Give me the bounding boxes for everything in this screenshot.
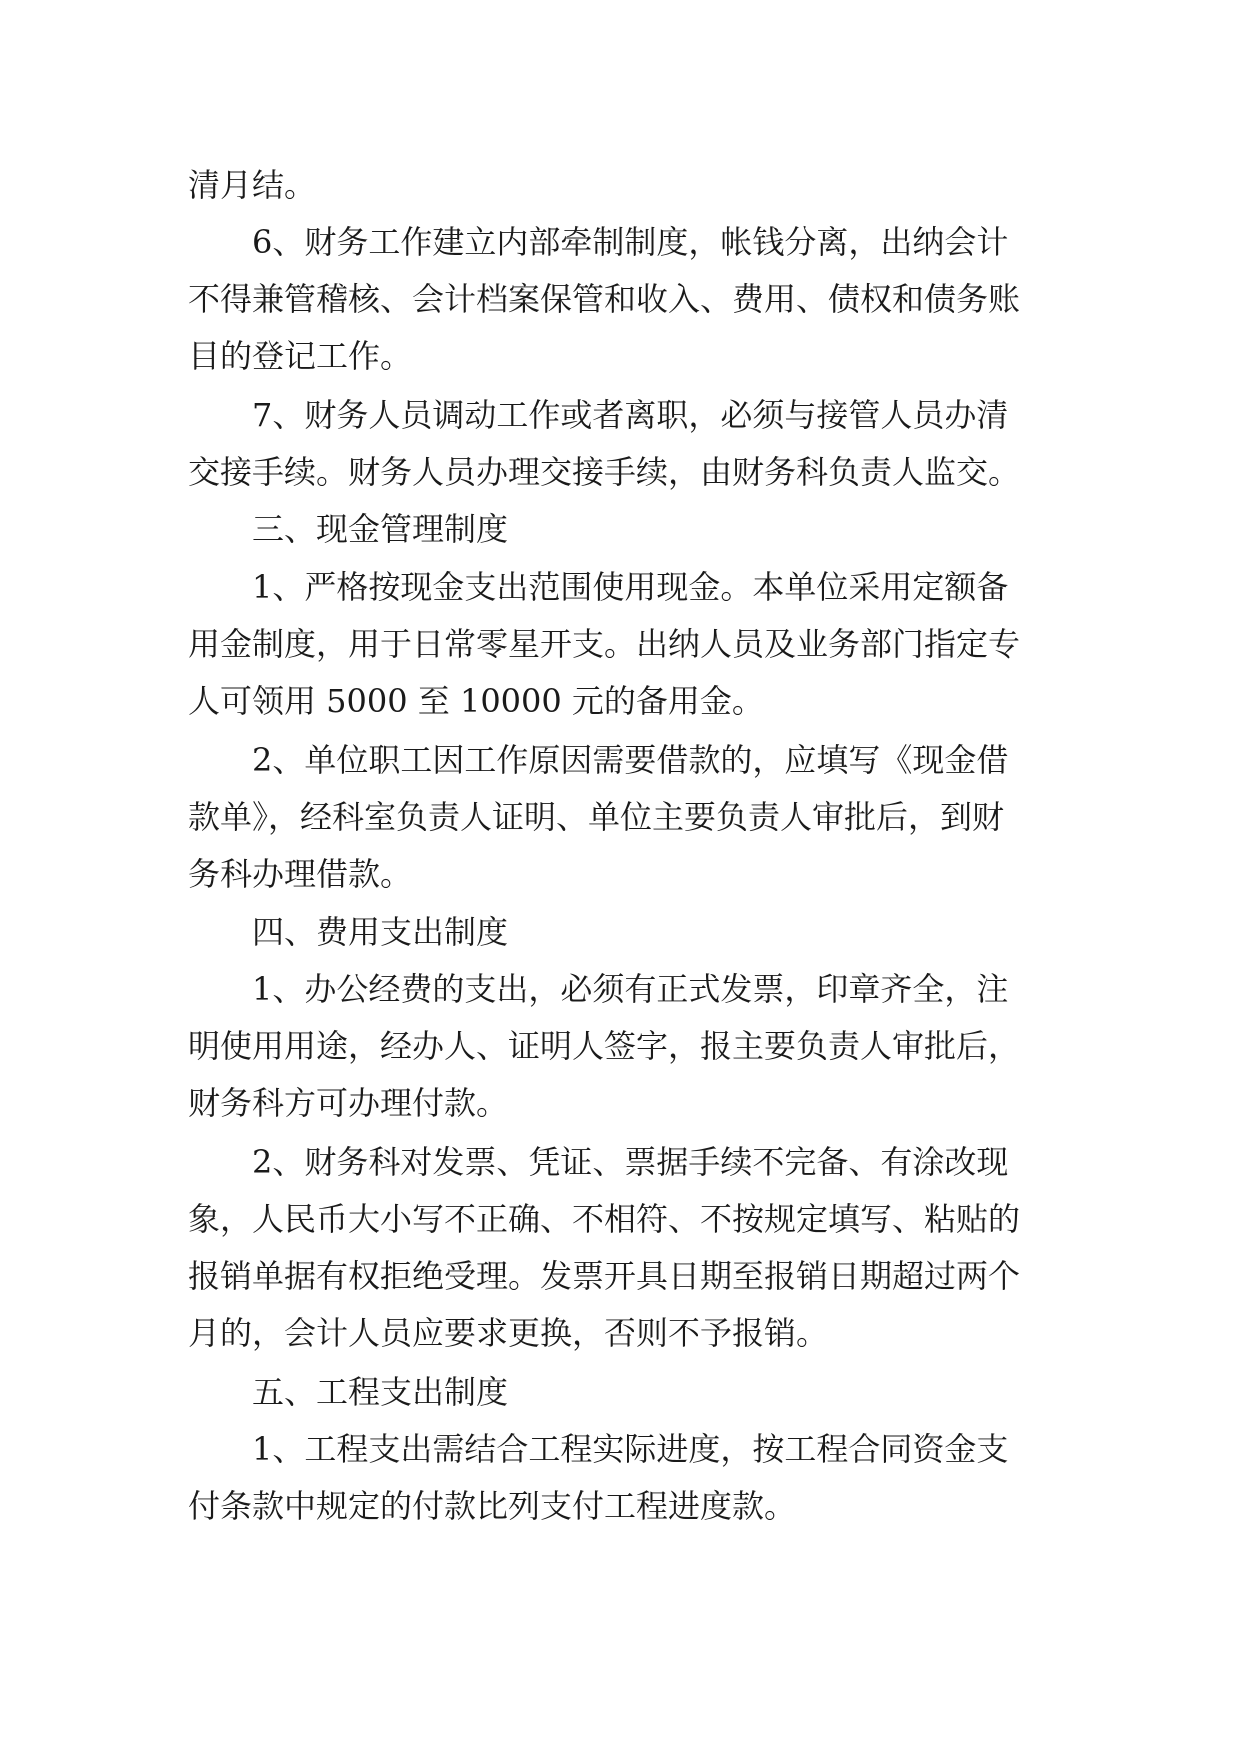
paragraph-line: 1、办公经费的支出，必须有正式发票，印章齐全，注 (252, 970, 1009, 1008)
text-line: 目的登记工作。 (188, 337, 413, 375)
text-line: 人可领用 5000 至 10000 元的备用金。 (188, 682, 764, 720)
text-line: 明使用用途，经办人、证明人签字，报主要负责人审批后， (188, 1027, 1021, 1065)
text-line: 款单》，经科室负责人证明、单位主要负责人审批后，到财 (188, 798, 1005, 836)
text-line: 务科办理借款。 (188, 855, 413, 893)
text-line: 财务科方可办理付款。 (188, 1084, 509, 1122)
section-heading: 三、现金管理制度 (252, 510, 509, 548)
paragraph-line: 1、严格按现金支出范围使用现金。本单位采用定额备 (252, 568, 1009, 606)
text-line: 象，人民币大小写不正确、不相符、不按规定填写、粘贴的 (188, 1200, 1021, 1238)
text-line: 不得兼管稽核、会计档案保管和收入、费用、债权和债务账 (188, 280, 1021, 318)
paragraph-line: 2、财务科对发票、凭证、票据手续不完备、有涂改现 (252, 1143, 1009, 1181)
paragraph-line: 7、财务人员调动工作或者离职，必须与接管人员办清 (252, 396, 1009, 434)
text-line: 月的，会计人员应要求更换，否则不予报销。 (188, 1314, 829, 1352)
text-line: 交接手续。财务人员办理交接手续，由财务科负责人监交。 (188, 453, 1021, 491)
text-line: 报销单据有权拒绝受理。发票开具日期至报销日期超过两个 (188, 1257, 1021, 1295)
text-line: 清月结。 (188, 166, 317, 204)
section-heading: 五、工程支出制度 (252, 1373, 509, 1411)
paragraph-line: 6、财务工作建立内部牵制制度，帐钱分离，出纳会计 (252, 223, 1009, 261)
paragraph-line: 1、工程支出需结合工程实际进度，按工程合同资金支 (252, 1430, 1009, 1468)
paragraph-line: 2、单位职工因工作原因需要借款的，应填写《现金借 (252, 741, 1009, 779)
text-line: 用金制度，用于日常零星开支。出纳人员及业务部门指定专 (188, 625, 1021, 663)
text-line: 付条款中规定的付款比列支付工程进度款。 (188, 1487, 797, 1525)
section-heading: 四、费用支出制度 (252, 913, 509, 951)
